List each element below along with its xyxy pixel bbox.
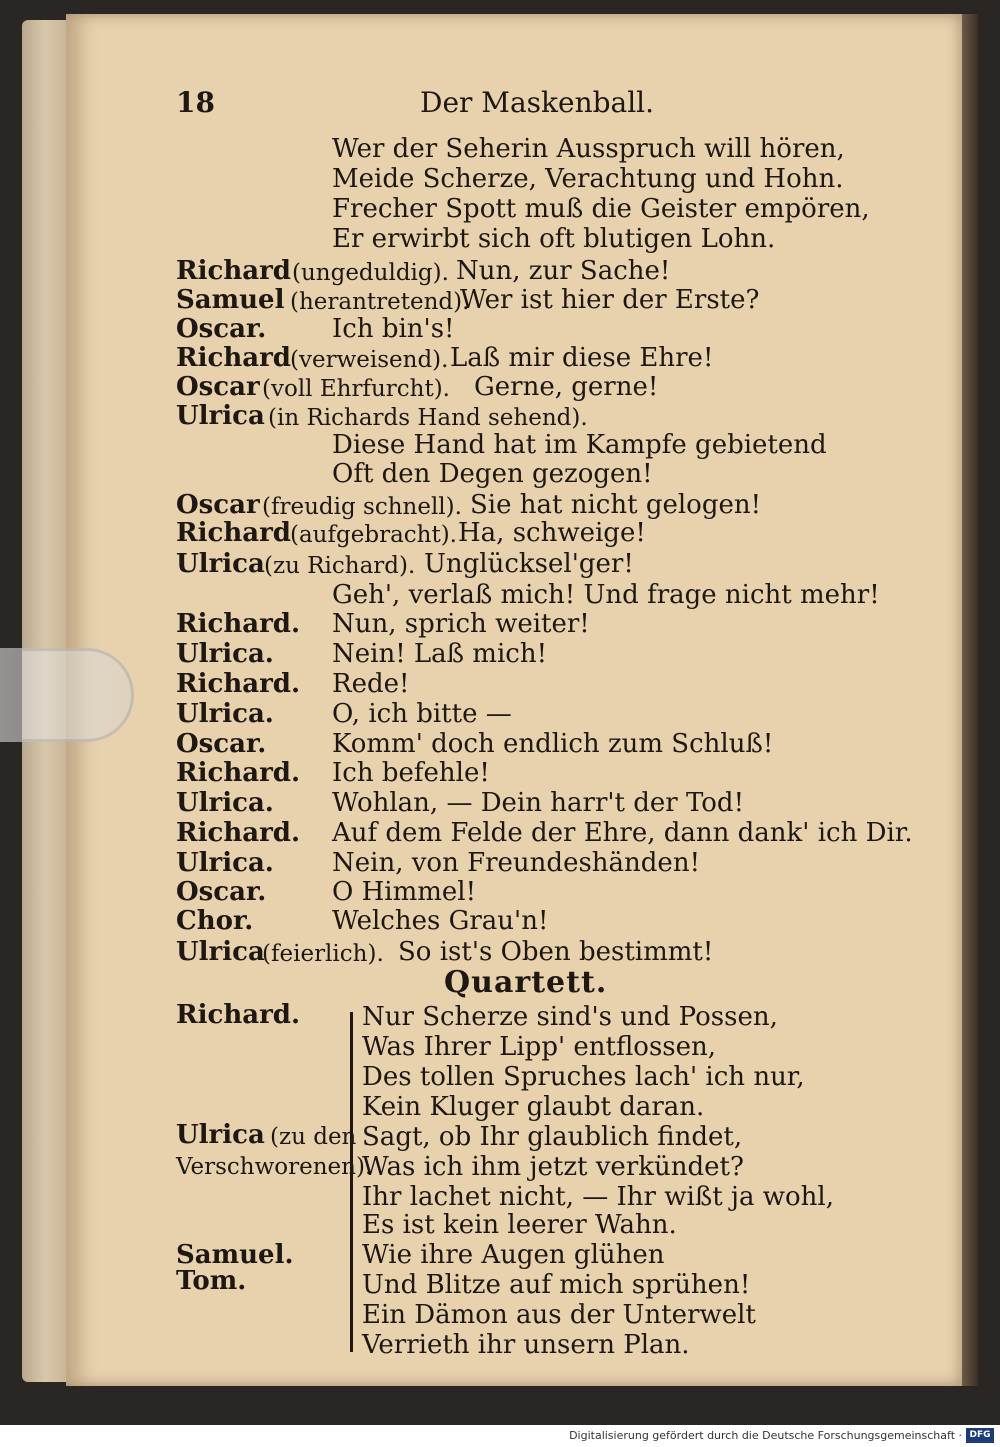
dialogue-text: Ich bin's! — [332, 314, 455, 344]
dialogue-text: Rede! — [332, 669, 410, 699]
dialogue-text: O, ich bitte — — [332, 699, 512, 729]
dialogue-text: Ha, schweige! — [458, 518, 646, 548]
stage-direction: Verschworenen). — [176, 1154, 373, 1180]
speaker-name: Richard. — [176, 1000, 300, 1030]
page-number: 18 — [176, 86, 215, 119]
dialogue-text: Nein, von Freundeshänden! — [332, 848, 701, 878]
speaker-name: Ulrica. — [176, 639, 274, 669]
verse-line: Verrieth ihr unsern Plan. — [362, 1330, 690, 1360]
verse-line: Was ich ihm jetzt verkündet? — [362, 1152, 744, 1182]
book-spine-edge — [962, 14, 978, 1386]
dialogue-text: Ich befehle! — [332, 758, 490, 788]
dialogue-text: Wohlan, — Dein harr't der Tod! — [332, 788, 745, 818]
dialogue-text: Oft den Degen gezogen! — [332, 459, 653, 489]
stage-direction: (zu den — [270, 1124, 357, 1150]
speaker-name: Richard — [176, 256, 291, 286]
speaker-name: Richard — [176, 343, 291, 373]
speaker-name: Oscar. — [176, 877, 267, 907]
stage-direction: (herantretend). — [290, 289, 470, 315]
speaker-name: Oscar — [176, 490, 260, 520]
speaker-name: Ulrica. — [176, 788, 274, 818]
speaker-name: Samuel — [176, 285, 285, 315]
stage-direction: (freudig schnell). — [262, 494, 462, 520]
stage-direction: (in Richards Hand sehend). — [268, 405, 588, 431]
verse-line: Des tollen Spruches lach' ich nur, — [362, 1062, 805, 1092]
verse-line: Nur Scherze sind's und Possen, — [362, 1002, 778, 1032]
quartet-brace — [350, 1012, 357, 1352]
dfg-logo: DFG — [966, 1428, 994, 1443]
verse-line: Sagt, ob Ihr glaublich findet, — [362, 1122, 743, 1152]
speaker-name: Richard. — [176, 818, 300, 848]
digitization-footer — [0, 1425, 1000, 1447]
speaker-name: Ulrica — [176, 549, 265, 579]
dialogue-text: Wer ist hier der Erste? — [460, 285, 760, 315]
dialogue-text: Nun, zur Sache! — [456, 256, 671, 286]
dialogue-text: Geh', verlaß mich! Und frage nicht mehr! — [332, 580, 880, 610]
dialogue-text: Sie hat nicht gelogen! — [470, 490, 762, 520]
speaker-name: Oscar. — [176, 729, 267, 759]
speaker-name: Richard. — [176, 758, 300, 788]
verse-line: Was Ihrer Lipp' entflossen, — [362, 1032, 717, 1062]
speaker-name: Richard. — [176, 669, 300, 699]
verse-line: Frecher Spott muß die Geister empören, — [332, 194, 870, 224]
dialogue-text: So ist's Oben bestimmt! — [398, 937, 714, 967]
verse-line: Ein Dämon aus der Unterwelt — [362, 1300, 756, 1330]
speaker-name: Ulrica. — [176, 848, 274, 878]
verse-line: Kein Kluger glaubt daran. — [362, 1092, 705, 1122]
verse-line: Ihr lachet nicht, — Ihr wißt ja wohl, — [362, 1182, 834, 1212]
verse-line: Wer der Seherin Ausspruch will hören, — [332, 134, 845, 164]
verse-line: Wie ihre Augen glühen — [362, 1240, 665, 1270]
verse-line: Und Blitze auf mich sprühen! — [362, 1270, 751, 1300]
stage-direction: (ungeduldig). — [292, 260, 449, 286]
stage-direction: (verweisend). — [290, 347, 449, 373]
dialogue-text: Welches Grau'n! — [332, 906, 549, 936]
dialogue-text: Auf dem Felde der Ehre, dann dank' ich Dir. — [332, 818, 913, 848]
speaker-name: Oscar — [176, 372, 260, 402]
stage-direction: (voll Ehrfurcht). — [262, 376, 450, 402]
speaker-name: Chor. — [176, 906, 254, 936]
stage-direction: (aufgebracht). — [290, 522, 457, 548]
dialogue-text: Laß mir diese Ehre! — [450, 343, 714, 373]
speaker-name: Richard — [176, 518, 291, 548]
section-heading: Quartett. — [444, 965, 608, 1000]
speaker-name: Ulrica — [176, 937, 265, 967]
dialogue-text: Diese Hand hat im Kampfe gebietend — [332, 430, 827, 460]
speaker-name: Oscar. — [176, 314, 267, 344]
speaker-name: Richard. — [176, 609, 300, 639]
dialogue-text: Unglücksel'ger! — [424, 549, 634, 579]
dialogue-text: Nun, sprich weiter! — [332, 609, 590, 639]
verse-line: Meide Scherze, Verachtung und Hohn. — [332, 164, 844, 194]
speaker-name: Tom. — [176, 1266, 247, 1296]
speaker-name: Samuel. — [176, 1240, 294, 1270]
stage-direction: (zu Richard). — [264, 553, 416, 579]
dialogue-text: Gerne, gerne! — [474, 372, 659, 402]
dialogue-text: Komm' doch endlich zum Schluß! — [332, 729, 774, 759]
running-title: Der Maskenball. — [420, 86, 655, 119]
verse-line: Es ist kein leerer Wahn. — [362, 1210, 677, 1240]
verse-line: Er erwirbt sich oft blutigen Lohn. — [332, 224, 776, 254]
funding-credit: Digitalisierung gefördert durch die Deutsche Forschungsgemeinschaft · — [569, 1429, 962, 1442]
stage-direction: (feierlich). — [262, 941, 384, 967]
dialogue-text: O Himmel! — [332, 877, 477, 907]
page-clip — [0, 648, 134, 742]
speaker-name: Ulrica. — [176, 699, 274, 729]
dialogue-text: Nein! Laß mich! — [332, 639, 548, 669]
speaker-name: Ulrica — [176, 401, 265, 431]
speaker-name: Ulrica — [176, 1120, 265, 1150]
